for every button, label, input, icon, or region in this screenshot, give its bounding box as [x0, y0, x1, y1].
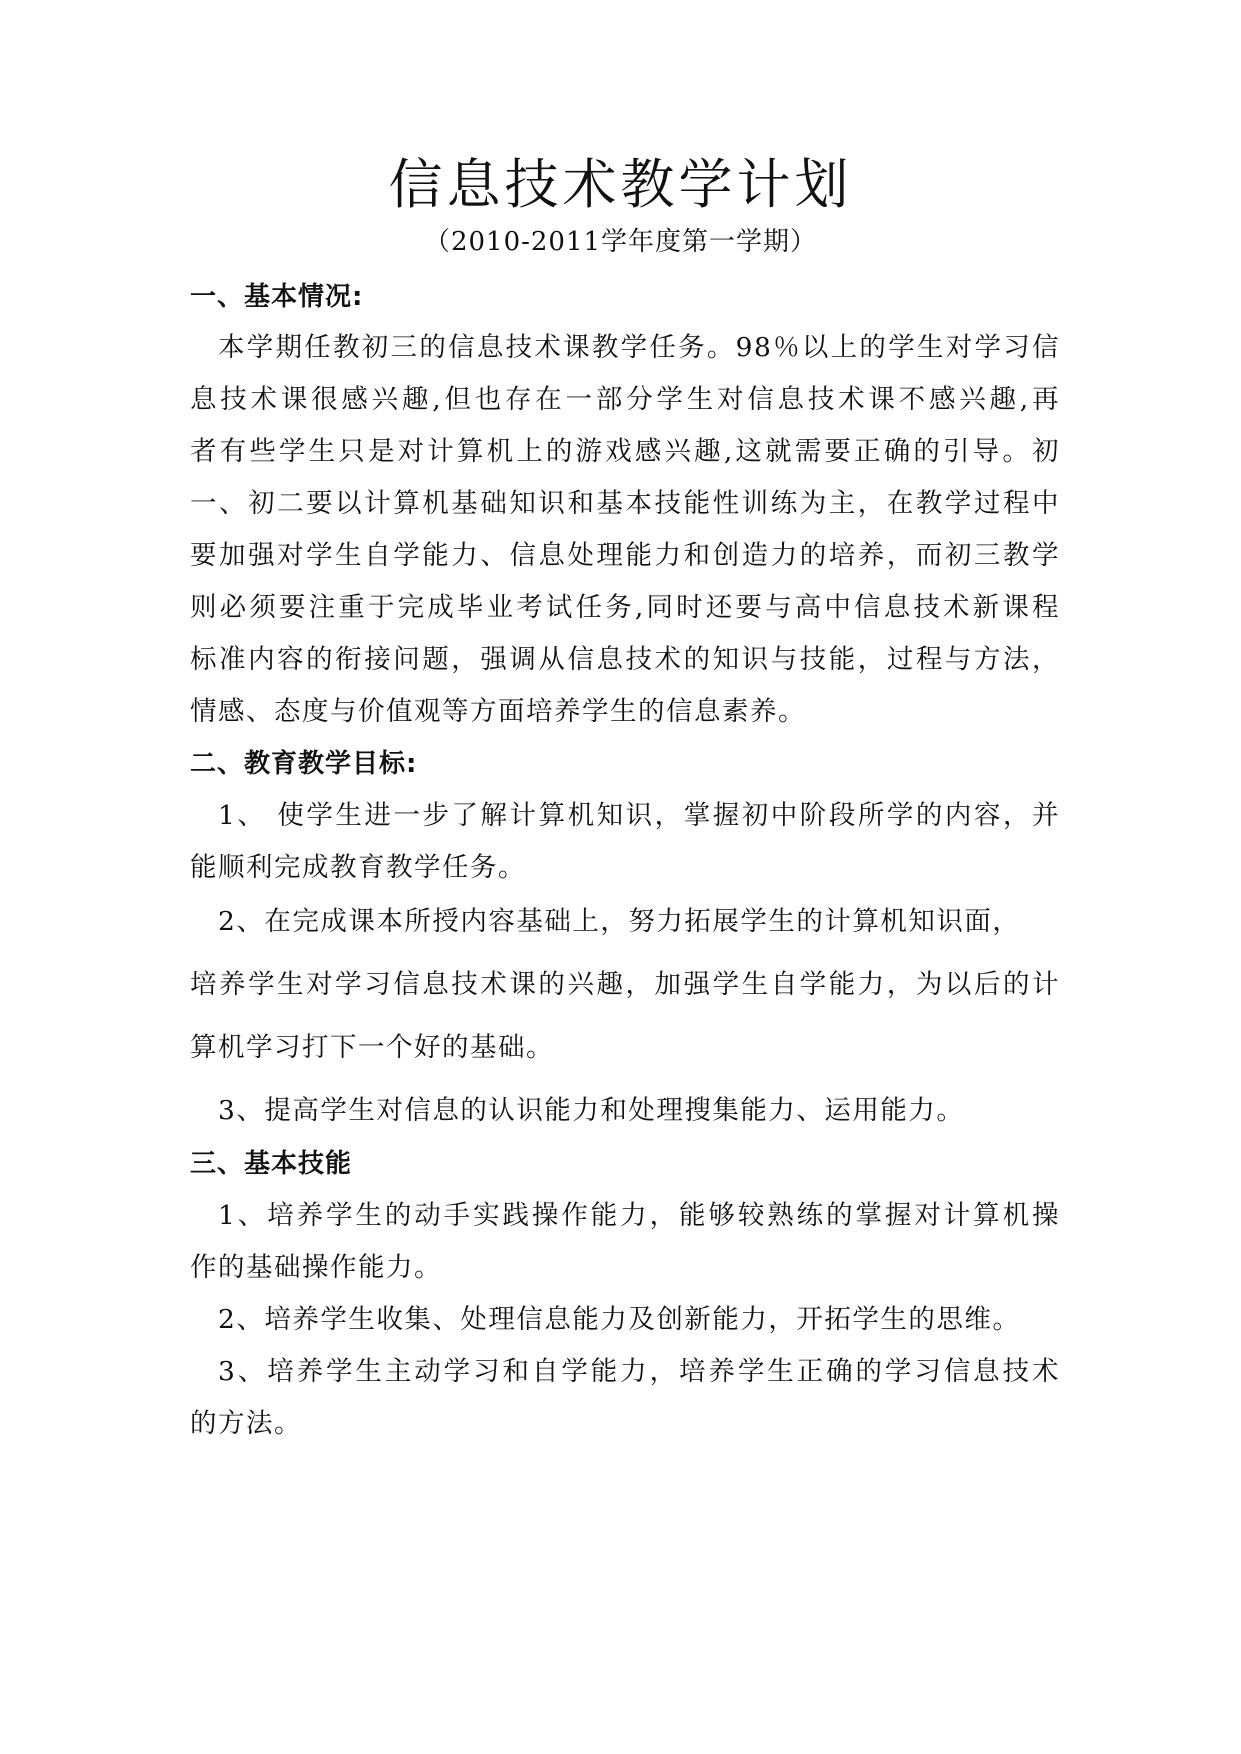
section-heading-basic-situation: 一、基本情况: — [190, 282, 364, 312]
list-item-line: 能顺利完成教育教学任务。 — [190, 852, 526, 883]
paragraph-line: 则必须要注重于完成毕业考试任务,同时还要与高中信息技术新课程 — [190, 592, 1060, 623]
list-item-line: 1、 使学生进一步了解计算机知识，掌握初中阶段所学的内容，并 — [218, 800, 1060, 831]
list-item-line: 1、培养学生的动手实践操作能力，能够较熟练的掌握对计算机操 — [218, 1200, 1060, 1231]
document-title: 信息技术教学计划 — [388, 153, 853, 216]
paragraph-line: 一、初二要以计算机基础知识和基本技能性训练为主，在教学过程中 — [190, 488, 1060, 519]
document-subtitle: （2010-2011学年度第一学期） — [423, 227, 818, 257]
paragraph-line: 要加强对学生自学能力、信息处理能力和创造力的培养，而初三教学 — [190, 540, 1060, 571]
list-item-line: 算机学习打下一个好的基础。 — [190, 1032, 554, 1063]
paragraph-line: 者有些学生只是对计算机上的游戏感兴趣,这就需要正确的引导。初 — [190, 436, 1060, 467]
list-item-line: 2、在完成课本所授内容基础上，努力拓展学生的计算机知识面， — [218, 906, 1021, 937]
paragraph-line: 本学期任教初三的信息技术课教学任务。98％以上的学生对学习信 — [218, 332, 1060, 363]
list-item-line: 的方法。 — [190, 1408, 302, 1439]
paragraph-line: 标准内容的衔接问题，强调从信息技术的知识与技能，过程与方法， — [190, 644, 1060, 675]
list-item-line: 2、培养学生收集、处理信息能力及创新能力，开拓学生的思维。 — [218, 1304, 1021, 1335]
list-item-line: 培养学生对学习信息技术课的兴趣，加强学生自学能力，为以后的计 — [190, 969, 1060, 1000]
paragraph-line: 情感、态度与价值观等方面培养学生的信息素养。 — [190, 696, 806, 727]
section-heading-basic-skills: 三、基本技能 — [190, 1149, 353, 1179]
section-heading-teaching-goals: 二、教育教学目标: — [190, 749, 418, 779]
list-item-line: 3、培养学生主动学习和自学能力，培养学生正确的学习信息技术 — [218, 1356, 1060, 1387]
list-item-line: 3、提高学生对信息的认识能力和处理搜集能力、运用能力。 — [218, 1095, 965, 1126]
list-item-line: 作的基础操作能力。 — [190, 1252, 442, 1283]
paragraph-line: 息技术课很感兴趣,但也存在一部分学生对信息技术课不感兴趣,再 — [190, 384, 1060, 415]
